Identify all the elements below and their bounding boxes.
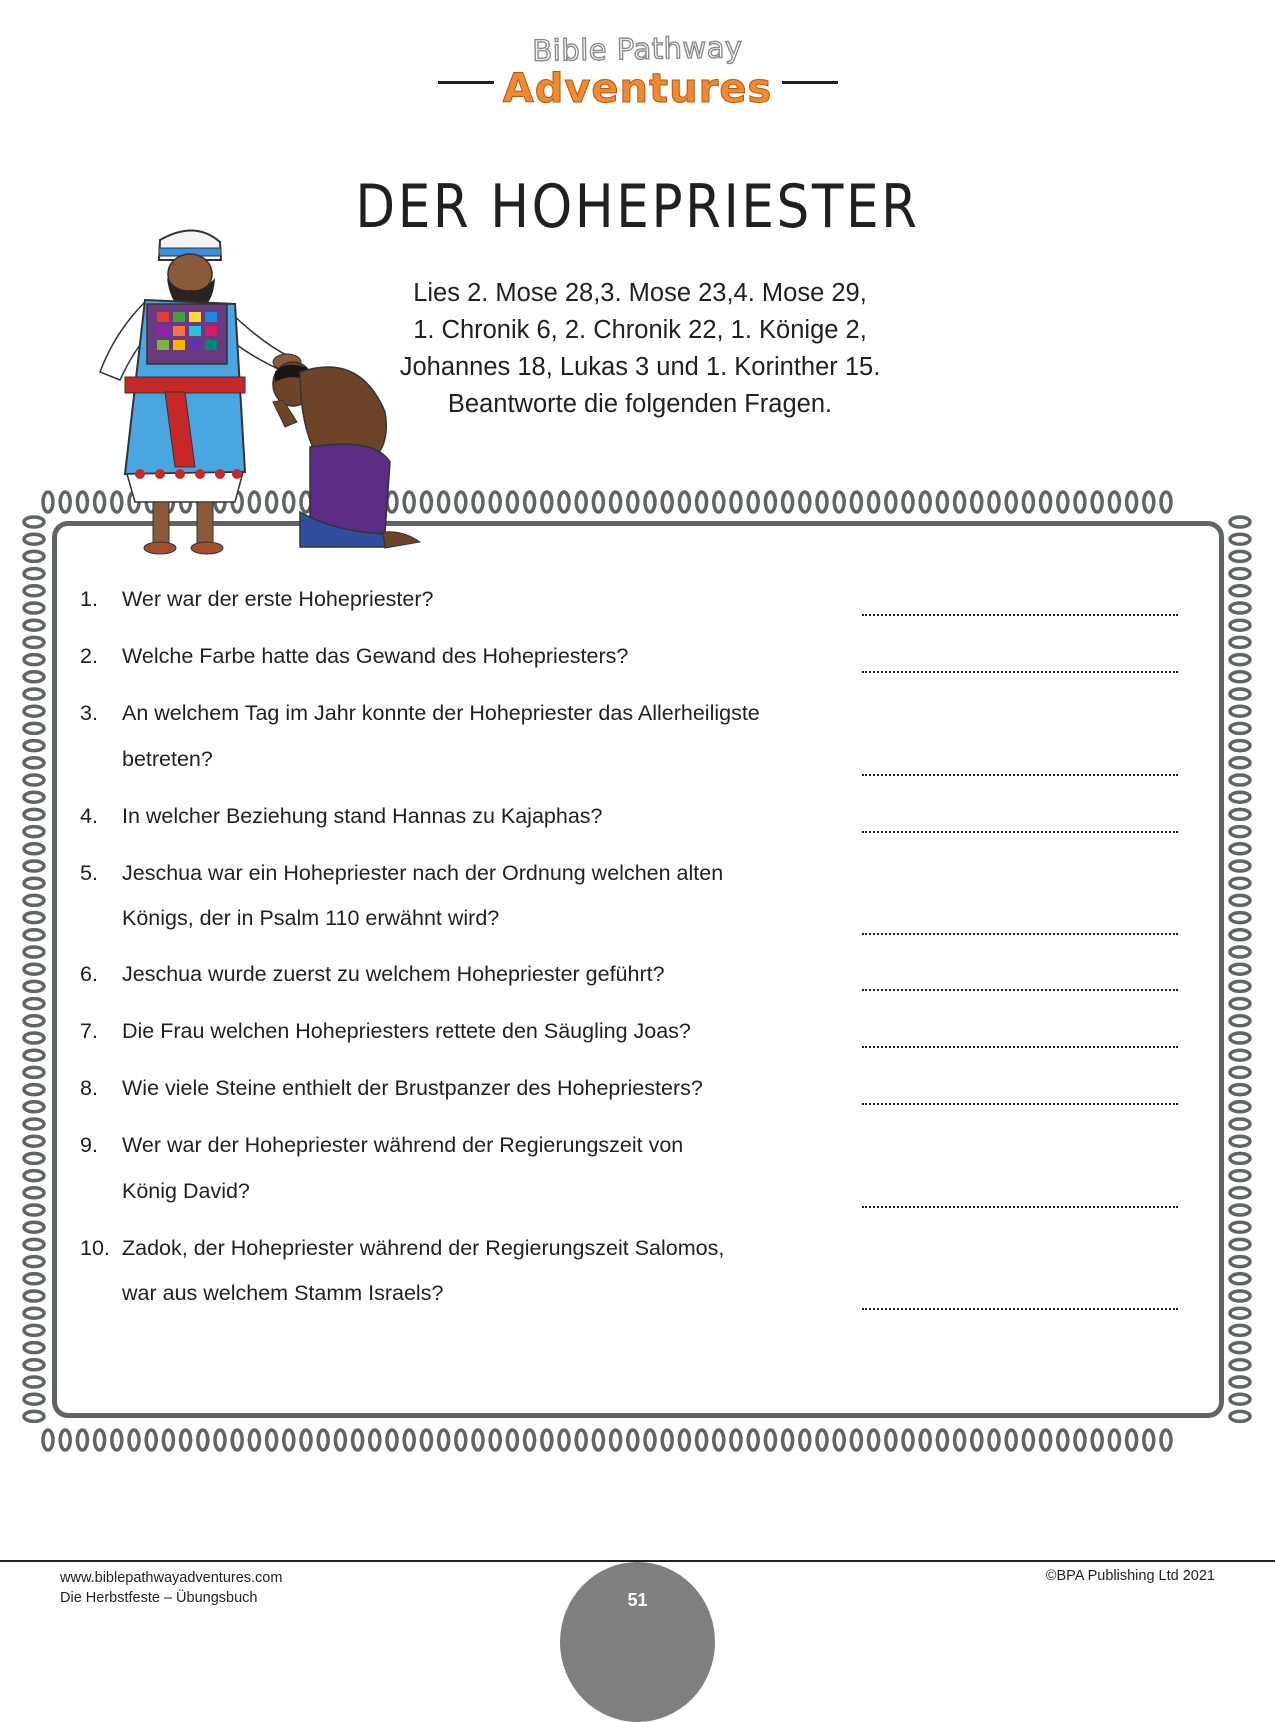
border-bead (1230, 1050, 1250, 1060)
border-bead (1230, 1153, 1250, 1163)
border-bead (24, 844, 44, 854)
border-bead (24, 586, 44, 596)
border-bead (24, 981, 44, 991)
border-bead (24, 603, 44, 613)
border-bead (1092, 492, 1102, 512)
border-bead (198, 1430, 208, 1450)
border-bead (1230, 1360, 1250, 1370)
page-number: 51 (627, 1590, 648, 1610)
border-bead (24, 964, 44, 974)
border-bead (1230, 999, 1250, 1009)
footer-book-title: Die Herbstfeste – Übungsbuch (60, 1590, 258, 1606)
border-bead (1230, 1291, 1250, 1301)
border-bead (662, 1430, 672, 1450)
border-bead (937, 492, 947, 512)
border-bead (1230, 1377, 1250, 1387)
border-bead (24, 913, 44, 923)
border-bead (869, 1430, 879, 1450)
border-bead (1075, 492, 1085, 512)
border-bead (24, 706, 44, 716)
border-bead (24, 1085, 44, 1095)
border-bead (24, 689, 44, 699)
border-bead (1230, 809, 1250, 819)
border-bead (24, 1325, 44, 1335)
border-bead (1230, 947, 1250, 957)
border-bead (24, 620, 44, 630)
border-bead (559, 492, 569, 512)
border-bead (576, 492, 586, 512)
border-bead (1109, 492, 1119, 512)
border-bead (593, 1430, 603, 1450)
question-number: 8. (80, 1076, 98, 1100)
border-bead (1230, 895, 1250, 905)
border-bead (24, 655, 44, 665)
border-bead (24, 1153, 44, 1163)
border-bead (937, 1430, 947, 1450)
border-bead (129, 1430, 139, 1450)
border-bead (24, 1171, 44, 1181)
page-number-badge (560, 1562, 715, 1722)
border-bead (24, 895, 44, 905)
question-text: Welche Farbe hatte das Gewand des Hohepriesters? (122, 644, 629, 668)
border-bead (181, 1430, 191, 1450)
border-bead (800, 1430, 810, 1450)
border-bead (1230, 1222, 1250, 1232)
border-bead (1230, 1136, 1250, 1146)
intro-line: Beantworte die folgenden Fragen. (447, 390, 833, 418)
border-bead (920, 492, 930, 512)
question-text: Die Frau welchen Hohepriesters rettete den Säugling Joas? (122, 1019, 691, 1043)
border-bead (903, 492, 913, 512)
border-bead (24, 1291, 44, 1301)
border-bead (1230, 827, 1250, 837)
question-number: 1. (80, 587, 98, 611)
border-bead (24, 741, 44, 751)
question-number: 3. (80, 701, 98, 725)
border-bead (834, 1430, 844, 1450)
answer-line[interactable] (862, 773, 1178, 776)
border-bead (24, 1411, 44, 1421)
border-bead (748, 1430, 758, 1450)
border-bead (542, 492, 552, 512)
question-text: betreten? (122, 747, 213, 771)
question-text: König David? (122, 1179, 250, 1203)
border-bead (1230, 1033, 1250, 1043)
question-text: Königs, der in Psalm 110 erwähnt wird? (122, 906, 500, 930)
border-bead (24, 809, 44, 819)
border-bead (24, 1257, 44, 1267)
border-bead (1230, 1171, 1250, 1181)
border-bead (24, 1205, 44, 1215)
question-text: An welchem Tag im Jahr konnte der Hohepriester das Allerheiligste (122, 701, 760, 725)
intro-line: Johannes 18, Lukas 3 und 1. Korinther 15. (399, 353, 881, 381)
intro-line: 1. Chronik 6, 2. Chronik 22, 1. Könige 2, (413, 316, 867, 344)
border-bead (748, 492, 758, 512)
border-bead (1230, 913, 1250, 923)
border-bead (1230, 655, 1250, 665)
border-bead (490, 492, 500, 512)
border-bead (1230, 1274, 1250, 1284)
high-priest-illustration-icon (85, 212, 445, 562)
question-text: Wie viele Steine enthielt der Brustpanzer des Hohepriesters? (122, 1076, 703, 1100)
question-number: 2. (80, 644, 98, 668)
border-bead (1230, 861, 1250, 871)
border-bead (1230, 775, 1250, 785)
border-bead (1058, 492, 1068, 512)
border-bead (851, 1430, 861, 1450)
border-bead (1161, 492, 1171, 512)
border-bead (679, 1430, 689, 1450)
border-bead (1230, 1257, 1250, 1267)
border-bead (473, 492, 483, 512)
answer-line[interactable] (862, 1307, 1178, 1310)
answer-line[interactable] (862, 988, 1178, 991)
border-bead (1230, 1067, 1250, 1077)
border-bead (43, 1430, 53, 1450)
border-bead (920, 1430, 930, 1450)
question-number: 5. (80, 861, 98, 885)
border-bead (955, 1430, 965, 1450)
border-bead (1230, 930, 1250, 940)
border-bead (439, 1430, 449, 1450)
border-bead (490, 1430, 500, 1450)
border-bead (697, 492, 707, 512)
border-bead (765, 1430, 775, 1450)
border-bead (24, 1136, 44, 1146)
answer-line[interactable] (862, 1205, 1178, 1208)
border-bead (1230, 706, 1250, 716)
border-bead (95, 1430, 105, 1450)
border-bead (1109, 1430, 1119, 1450)
border-bead (43, 492, 53, 512)
border-bead (1230, 534, 1250, 544)
border-bead (1230, 723, 1250, 733)
border-bead (24, 947, 44, 957)
border-bead (1230, 672, 1250, 682)
border-bead (24, 1274, 44, 1284)
border-bead (1230, 551, 1250, 561)
border-bead (525, 1430, 535, 1450)
question-text: Wer war der erste Hohepriester? (122, 587, 434, 611)
border-bead (24, 723, 44, 733)
border-bead (1230, 1085, 1250, 1095)
border-bead (335, 1430, 345, 1450)
border-bead (1230, 1119, 1250, 1129)
border-bead (1041, 1430, 1051, 1450)
border-bead (1230, 637, 1250, 647)
border-bead (1230, 517, 1250, 527)
border-bead (1023, 1430, 1033, 1450)
border-bead (783, 1430, 793, 1450)
border-bead (112, 1430, 122, 1450)
border-bead (24, 1016, 44, 1026)
border-bead (817, 1430, 827, 1450)
border-bead (1230, 569, 1250, 579)
border-bead (24, 1102, 44, 1112)
border-bead (163, 1430, 173, 1450)
border-bead (24, 861, 44, 871)
border-bead (77, 1430, 87, 1450)
border-bead (593, 492, 603, 512)
border-bead (387, 1430, 397, 1450)
border-bead (628, 1430, 638, 1450)
border-bead (1058, 1430, 1068, 1450)
border-bead (903, 1430, 913, 1450)
border-bead (886, 492, 896, 512)
footer-copyright: ©BPA Publishing Ltd 2021 (1045, 1568, 1215, 1584)
border-bead (645, 1430, 655, 1450)
border-bead (783, 492, 793, 512)
border-bead (851, 492, 861, 512)
border-bead (249, 1430, 259, 1450)
answer-line[interactable] (862, 670, 1178, 673)
footer-left (60, 1568, 282, 1608)
border-bead (1144, 1430, 1154, 1450)
border-bead (731, 1430, 741, 1450)
border-bead (1230, 1325, 1250, 1335)
border-bead (284, 1430, 294, 1450)
border-bead (989, 1430, 999, 1450)
border-bead (24, 1033, 44, 1043)
question-number: 6. (80, 962, 98, 986)
border-bead (886, 1430, 896, 1450)
border-bead (1230, 586, 1250, 596)
border-bead (24, 569, 44, 579)
logo-line1: Bible Pathway (532, 30, 743, 68)
question-text: Jeschua war ein Hohepriester nach der Ordnung welchen alten (122, 861, 724, 885)
border-bead (714, 1430, 724, 1450)
border-bead (869, 492, 879, 512)
border-bead (972, 1430, 982, 1450)
border-bead (60, 492, 70, 512)
border-bead (353, 1430, 363, 1450)
border-bead (1127, 492, 1137, 512)
border-bead (697, 1430, 707, 1450)
border-bead (267, 1430, 277, 1450)
border-bead (559, 1430, 569, 1450)
border-bead (1023, 492, 1033, 512)
border-bead (24, 1360, 44, 1370)
border-bead (972, 492, 982, 512)
border-bead (1230, 1205, 1250, 1215)
border-bead (765, 492, 775, 512)
answer-line[interactable] (862, 932, 1178, 935)
border-bead (24, 551, 44, 561)
intro-line: Lies 2. Mose 28,3. Mose 23,4. Mose 29, (413, 279, 867, 307)
border-bead (24, 878, 44, 888)
border-bead (24, 758, 44, 768)
border-bead (1230, 1188, 1250, 1198)
border-bead (24, 1119, 44, 1129)
border-bead (714, 492, 724, 512)
border-bead (24, 792, 44, 802)
border-bead (955, 492, 965, 512)
border-bead (1230, 844, 1250, 854)
border-bead (24, 1050, 44, 1060)
border-bead (1230, 741, 1250, 751)
border-bead (1230, 964, 1250, 974)
border-bead (24, 672, 44, 682)
border-bead (1006, 492, 1016, 512)
border-bead (24, 517, 44, 527)
border-bead (24, 1239, 44, 1249)
answer-line[interactable] (862, 1045, 1178, 1048)
border-bead (456, 492, 466, 512)
border-bead (301, 1430, 311, 1450)
border-bead (370, 1430, 380, 1450)
border-bead (1230, 792, 1250, 802)
border-bead (1144, 492, 1154, 512)
border-bead (24, 534, 44, 544)
border-bead (1230, 1102, 1250, 1112)
footer-website-link[interactable]: www.biblepathwayadventures.com (60, 1570, 283, 1586)
border-bead (1230, 603, 1250, 613)
border-bead (507, 1430, 517, 1450)
answer-line[interactable] (862, 830, 1178, 833)
border-bead (989, 492, 999, 512)
border-bead (232, 1430, 242, 1450)
question-text: Jeschua wurde zuerst zu welchem Hohepriester geführt? (122, 962, 665, 986)
border-bead (525, 492, 535, 512)
question-number: 7. (80, 1019, 98, 1043)
border-bead (628, 492, 638, 512)
border-bead (24, 1067, 44, 1077)
border-bead (24, 827, 44, 837)
question-number: 9. (80, 1133, 98, 1157)
border-bead (24, 1308, 44, 1318)
border-bead (1230, 1394, 1250, 1404)
border-bead (60, 1430, 70, 1450)
border-bead (473, 1430, 483, 1450)
border-bead (1127, 1430, 1137, 1450)
question-text: In welcher Beziehung stand Hannas zu Kajaphas? (122, 804, 603, 828)
border-bead (146, 1430, 156, 1450)
border-bead (800, 492, 810, 512)
answer-line[interactable] (862, 613, 1178, 616)
border-bead (679, 492, 689, 512)
border-bead (318, 1430, 328, 1450)
border-bead (24, 930, 44, 940)
border-bead (507, 492, 517, 512)
question-number: 10. (80, 1236, 110, 1260)
border-bead (24, 1343, 44, 1353)
question-text: Zadok, der Hohepriester während der Regierungszeit Salomos, (122, 1236, 725, 1260)
border-bead (24, 999, 44, 1009)
border-bead (1230, 1308, 1250, 1318)
question-number: 4. (80, 804, 98, 828)
border-bead (24, 1394, 44, 1404)
border-bead (1230, 1016, 1250, 1026)
border-bead (1230, 689, 1250, 699)
border-bead (1041, 492, 1051, 512)
border-bead (24, 637, 44, 647)
border-bead (421, 1430, 431, 1450)
border-bead (576, 1430, 586, 1450)
border-bead (215, 1430, 225, 1450)
border-bead (1092, 1430, 1102, 1450)
border-bead (731, 492, 741, 512)
border-bead (24, 775, 44, 785)
border-bead (1230, 758, 1250, 768)
border-bead (1230, 1239, 1250, 1249)
border-bead (456, 1430, 466, 1450)
border-bead (404, 1430, 414, 1450)
border-bead (542, 1430, 552, 1450)
border-bead (24, 1377, 44, 1387)
border-bead (1006, 1430, 1016, 1450)
border-bead (1075, 1430, 1085, 1450)
border-bead (645, 492, 655, 512)
border-bead (1230, 1411, 1250, 1421)
border-bead (611, 492, 621, 512)
border-bead (1230, 878, 1250, 888)
border-bead (817, 492, 827, 512)
answer-line[interactable] (862, 1102, 1178, 1105)
border-bead (662, 492, 672, 512)
border-bead (1230, 620, 1250, 630)
question-text: war aus welchem Stamm Israels? (122, 1281, 444, 1305)
border-bead (834, 492, 844, 512)
logo-line2: Adventures (502, 66, 773, 112)
question-text: Wer war der Hohepriester während der Regierungszeit von (122, 1133, 684, 1157)
border-bead (611, 1430, 621, 1450)
border-bead (1161, 1430, 1171, 1450)
border-bead (24, 1188, 44, 1198)
page-title: DER HOHEPRIESTER (355, 172, 920, 242)
border-bead (24, 1222, 44, 1232)
border-bead (1230, 1343, 1250, 1353)
border-bead (1230, 981, 1250, 991)
